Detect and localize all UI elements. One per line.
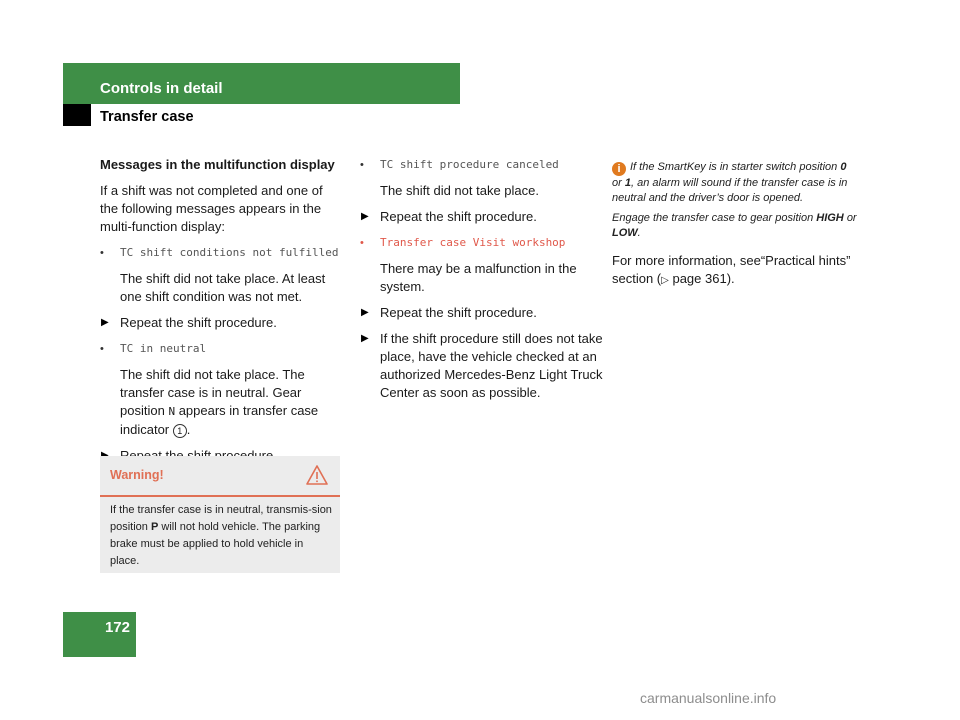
more-info bbox=[612, 252, 857, 290]
warning-text-part: If the transfer case is in neutral, transmis-sion position bbox=[110, 504, 332, 533]
page-number: 172 bbox=[104, 619, 130, 636]
arrow-right-icon: ▶ bbox=[361, 211, 369, 222]
arrow-right-icon: ▶ bbox=[361, 333, 369, 344]
warning-label: Warning! bbox=[110, 468, 164, 482]
warning-box bbox=[100, 456, 340, 573]
watermark: carmanualsonline.info bbox=[640, 690, 777, 706]
gear-position: N bbox=[168, 405, 176, 418]
arrow-right-icon: ▶ bbox=[361, 307, 369, 318]
message-shift-conditions bbox=[100, 244, 340, 262]
page-reference-link[interactable]: page 361). bbox=[672, 271, 735, 286]
note-text: , an alarm will sound if the transfer case is in neutral and the driver’s door is opened. bbox=[612, 177, 848, 204]
header-marker bbox=[63, 104, 91, 126]
message-description: The shift did not take place. At least one shift condition was not met. bbox=[120, 271, 326, 304]
key-position: 1 bbox=[624, 177, 631, 189]
note-text: . bbox=[637, 226, 641, 239]
note-text: or bbox=[846, 212, 857, 224]
note-text: If the SmartKey is in starter switch position bbox=[630, 161, 838, 173]
warning-text bbox=[110, 502, 332, 570]
info-note bbox=[612, 160, 857, 205]
message-description: There may be a malfunction in the system. bbox=[380, 261, 577, 294]
message-tc-neutral bbox=[100, 340, 340, 358]
message-text: TC shift procedure canceled bbox=[380, 158, 559, 171]
message-text: TC in neutral bbox=[120, 342, 207, 355]
instruction-text: Repeat the shift procedure. bbox=[120, 315, 277, 330]
instruction-step bbox=[360, 330, 605, 402]
instruction-step bbox=[100, 314, 340, 332]
gear-note bbox=[612, 211, 857, 240]
message-text: Transfer case Visit workshop bbox=[380, 236, 566, 249]
bullet-icon: • bbox=[360, 237, 364, 249]
page-subtitle: Transfer case bbox=[100, 109, 194, 125]
note-text: Engage the transfer case to gear position bbox=[612, 212, 814, 224]
instruction-text: Repeat the shift procedure. bbox=[380, 209, 537, 224]
key-position: 0 bbox=[840, 161, 847, 173]
instruction-step bbox=[360, 208, 605, 226]
intro-text: If a shift was not completed and one of the following messages appears in the multi-function display: bbox=[100, 183, 323, 234]
section-title: Controls in detail bbox=[100, 80, 223, 97]
gear-high: HIGH bbox=[816, 212, 844, 224]
description-text: appears in transfer case indicator bbox=[120, 403, 319, 437]
message-description: The shift did not take place. The transfer case is in neutral. Gear position N appears in transfer case indicator 1 . bbox=[120, 367, 319, 437]
message-shift-canceled bbox=[360, 156, 605, 174]
description-text: The shift did not take place. The transfer case is in neutral. Gear position bbox=[120, 367, 305, 418]
message-visit-workshop bbox=[360, 234, 605, 252]
instruction-text: If the shift procedure still does not take place, have the vehicle checked at an authorized Mercedes-Benz Light Truck Center as soon as possible. bbox=[380, 331, 603, 400]
page-number-box bbox=[63, 612, 136, 657]
column-right bbox=[612, 160, 857, 290]
info-icon: i bbox=[612, 162, 626, 176]
messages-heading: Messages in the multifunction display bbox=[100, 157, 335, 172]
warning-header bbox=[100, 456, 340, 497]
message-description: The shift did not take place. bbox=[380, 183, 539, 198]
instruction-text: Repeat the shift procedure. bbox=[380, 305, 537, 320]
instruction-step bbox=[360, 304, 605, 322]
page-reference-arrow-icon: ▷ bbox=[661, 275, 669, 286]
column-middle bbox=[360, 156, 605, 410]
column-left bbox=[100, 156, 340, 473]
message-text: TC shift conditions not fulfilled bbox=[120, 246, 339, 259]
more-info-text: For more information, see“Practical hints” section ( bbox=[612, 253, 851, 286]
indicator-number-icon: 1 bbox=[173, 424, 187, 438]
arrow-right-icon: ▶ bbox=[101, 317, 109, 328]
transmission-position: P bbox=[150, 521, 159, 533]
note-text: or bbox=[612, 177, 622, 189]
bullet-icon: • bbox=[100, 247, 104, 259]
bullet-icon: • bbox=[100, 343, 104, 355]
warning-triangle-icon bbox=[306, 464, 328, 486]
gear-low: LOW bbox=[612, 226, 638, 239]
warning-text-part: will not hold vehicle. The parking brake must be applied to hold vehicle in place. bbox=[110, 521, 321, 567]
bullet-icon: • bbox=[360, 159, 364, 171]
